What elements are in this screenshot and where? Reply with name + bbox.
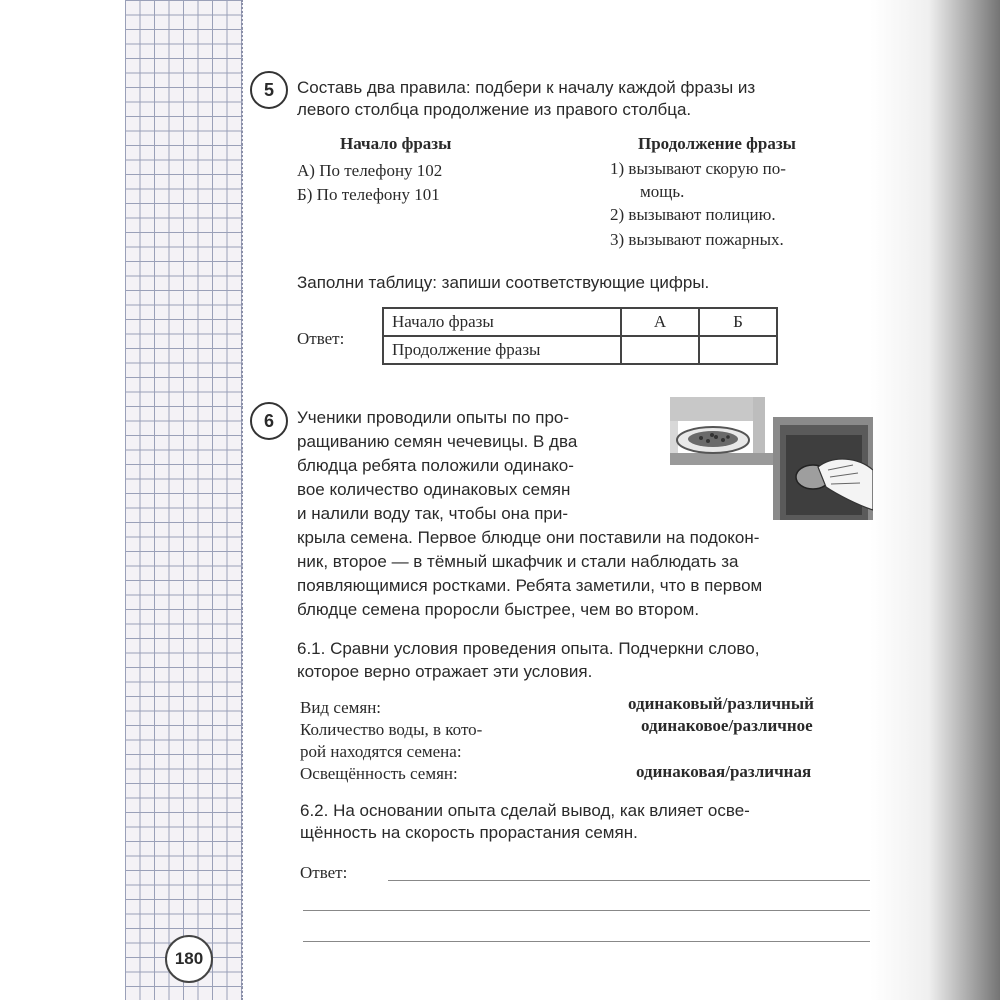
answer-line-3[interactable] (303, 941, 870, 942)
task-5-intro-line2: левого столбца продолжение из правого столбца. (297, 100, 692, 119)
task-6-text-line1: Ученики проводили опыты по про- (297, 408, 570, 427)
table-header-b: Б (699, 308, 777, 336)
right-item-1-cont: мощь. (640, 182, 685, 201)
task-6-text-line3: блюдца ребята положили одинако- (297, 456, 574, 475)
condition-light-options[interactable]: одинаковая/различная (636, 762, 812, 781)
question-6-1-line1: 6.1. Сравни условия проведения опыта. Подчеркни слово, (297, 639, 760, 658)
task-6-text-line4: вое количество одинаковых семян (297, 480, 571, 499)
task-6-text-line2: ращиванию семян чечевицы. В два (297, 432, 578, 451)
task-6-text-line6: крыла семена. Первое блюдце они поставили на подокон- (297, 528, 760, 547)
left-item-a: А) По телефону 102 (297, 161, 443, 180)
answer-line-2[interactable] (303, 910, 870, 911)
answer-cell-a[interactable] (621, 336, 699, 364)
condition-seed-type-label: Вид семян: (300, 698, 382, 717)
task-6-text-line5: и налили воду так, чтобы она при- (297, 504, 569, 523)
left-item-b: Б) По телефону 101 (297, 185, 440, 204)
task-6-text-line7: ник, второе — в тёмный шкафчик и стали наблюдать за (297, 552, 739, 571)
task-6-text-line9: блюдце семена проросли быстрее, чем во втором. (297, 600, 700, 619)
graph-paper-margin (125, 0, 243, 1000)
task-6-number: 6 (250, 402, 288, 440)
answer-cell-b[interactable] (699, 336, 777, 364)
page-binding-shadow (870, 0, 1000, 1000)
answer-table (382, 307, 778, 365)
question-6-1-line2: которое верно отражает эти условия. (297, 662, 593, 681)
table-header-a: А (621, 308, 699, 336)
task-5-number: 5 (250, 71, 288, 109)
task-5-intro-line1: Составь два правила: подбери к началу каждой фразы из (297, 78, 756, 97)
margin-perforation (241, 0, 245, 1000)
condition-water-label-line2: рой находятся семена: (300, 742, 462, 761)
left-column-header: Начало фразы (340, 134, 452, 153)
condition-water-label-line1: Количество воды, в кото- (300, 720, 483, 739)
task-6-answer-label: Ответ: (300, 863, 348, 882)
right-item-2: 2) вызывают полицию. (610, 205, 776, 224)
right-item-1: 1) вызывают скорую по- (610, 159, 786, 178)
condition-water-options[interactable]: одинаковое/различное (641, 716, 813, 735)
question-6-2-line1: 6.2. На основании опыта сделай вывод, как влияет осве- (300, 801, 750, 820)
fill-table-instruction: Заполни таблицу: запиши соответствующие цифры. (297, 273, 710, 292)
task-6-text-line8: появляющимися ростками. Ребята заметили, что в первом (297, 576, 763, 595)
task-5-answer-label: Ответ: (297, 329, 345, 348)
table-row2-label: Продолжение фразы (383, 336, 621, 364)
table-row1-label: Начало фразы (383, 308, 621, 336)
question-6-2-line2: щённость на скорость прорастания семян. (300, 823, 638, 842)
seed-experiment-illustration (668, 395, 873, 520)
condition-light-label: Освещённость семян: (300, 764, 458, 783)
page-number: 180 (165, 935, 213, 983)
right-column-header: Продолжение фразы (638, 134, 796, 153)
answer-line-1[interactable] (388, 880, 870, 881)
condition-seed-type-options[interactable]: одинаковый/различный (628, 694, 814, 713)
right-item-3: 3) вызывают пожарных. (610, 230, 784, 249)
